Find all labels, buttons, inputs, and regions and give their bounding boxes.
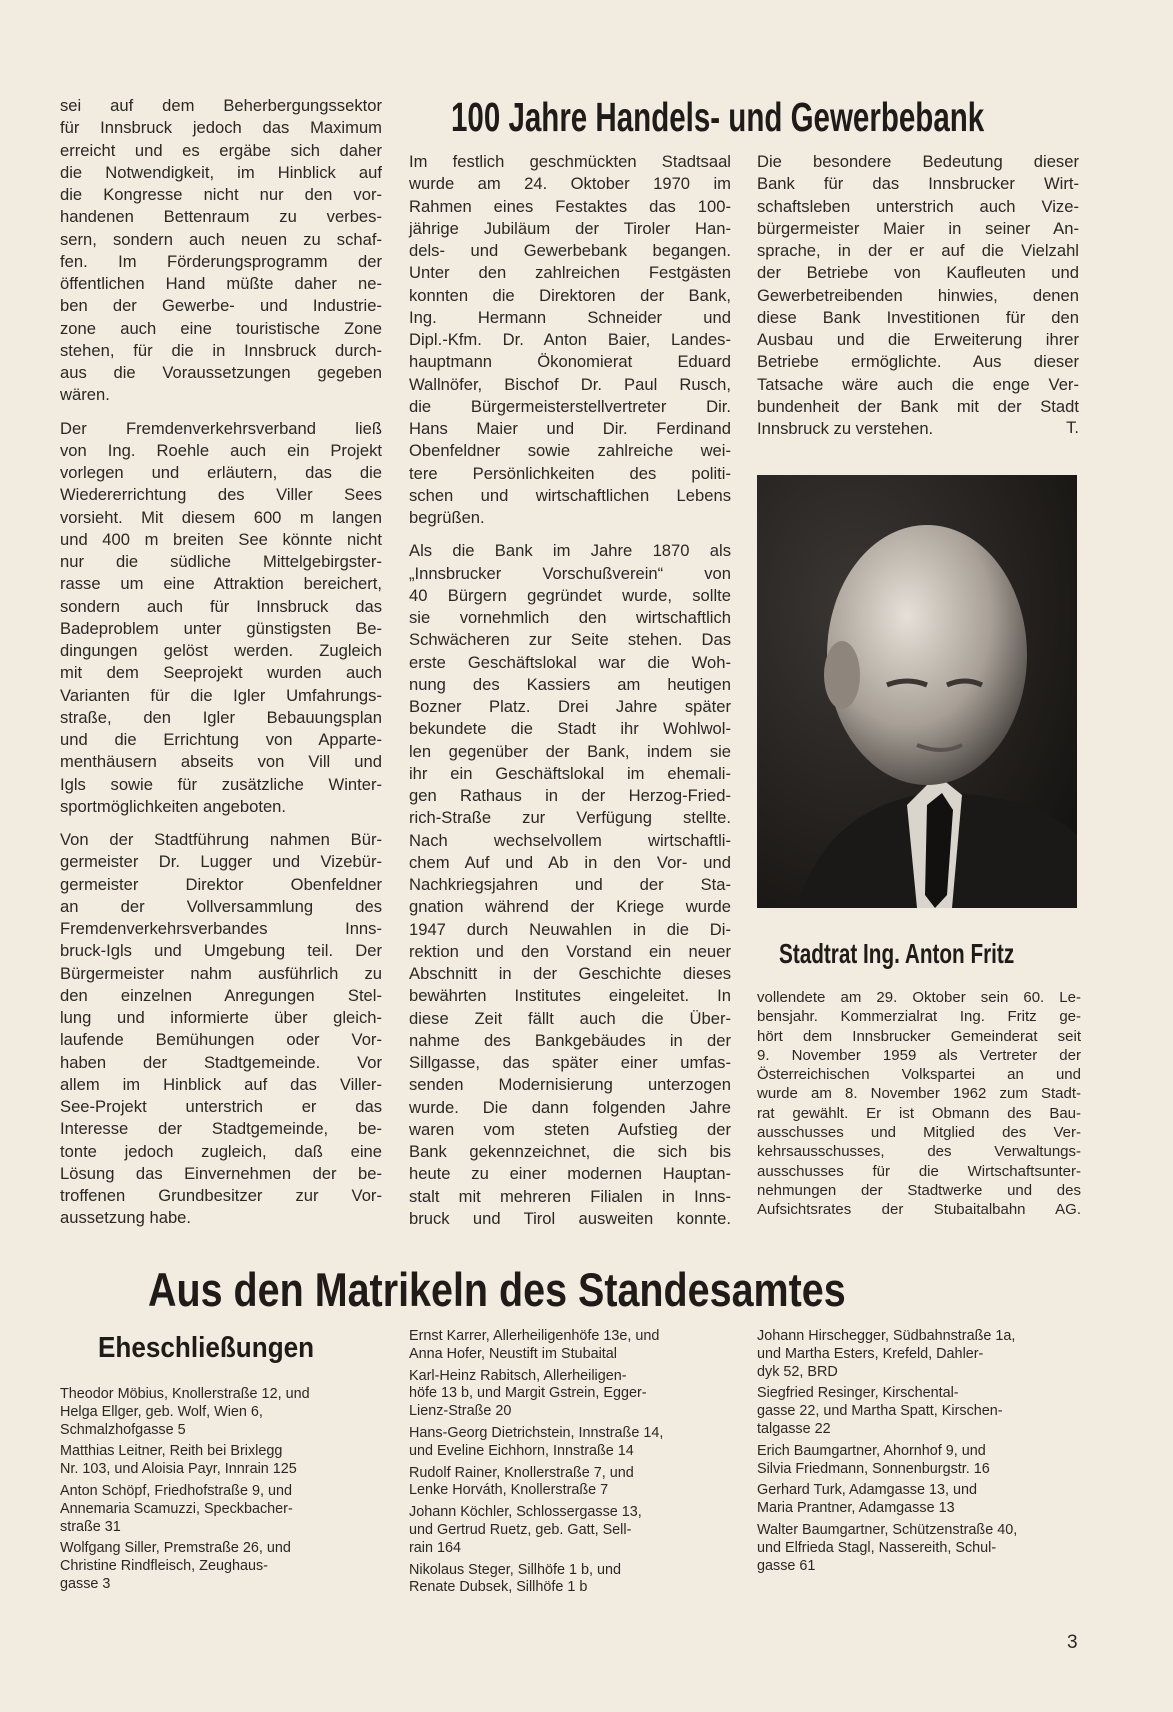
text-line: zone auch eine touristische Zone <box>60 318 382 338</box>
text-line: vollendete am 29. Oktober sein 60. Le- <box>757 989 1081 1006</box>
text-line: wurde am 8. November 1962 zum Stadt- <box>757 1085 1081 1103</box>
text-line: schaftsleben unterstrich auch Vize- <box>757 196 1079 216</box>
text-line: an der Vollversammlung des <box>60 896 382 916</box>
text-line: erreicht und es ergäbe sich daher <box>60 140 382 160</box>
marriage-entry <box>757 1443 1087 1479</box>
text-line: Als die Bank im Jahre 1870 als <box>409 541 731 561</box>
marriage-list-column-3 <box>757 1328 1087 1579</box>
entry-line: Walter Baumgartner, Schützenstraße 40, <box>757 1521 1018 1538</box>
marriage-entry <box>60 1540 390 1593</box>
text-line: öffentlichen Hand müßte daher ne- <box>60 274 382 293</box>
text-line: jährige Jubiläum der Tiroler Han- <box>409 218 731 238</box>
marriage-entry <box>409 1465 739 1501</box>
text-line: Bozner Platz. Drei Jahre später <box>409 697 731 716</box>
text-line: Die besondere Bedeutung dieser <box>757 152 1079 171</box>
entry-line: Anton Schöpf, Friedhofstraße 9, und <box>60 1482 292 1499</box>
text-line: die Kongresse nicht nur den vor- <box>60 185 382 204</box>
text-line: Der Fremdenverkehrsverband ließ <box>60 418 382 438</box>
entry-line: Christine Rindfleisch, Zeughaus- <box>60 1558 268 1575</box>
text-line: Abschnitt in der Geschichte dieses <box>409 964 731 983</box>
entry-line: und Elfrieda Stagl, Nassereith, Schul- <box>757 1539 997 1556</box>
text-line: hört dem Innsbrucker Gemeinderat seit <box>757 1027 1081 1045</box>
entry-line: Rudolf Rainer, Knollerstraße 7, und <box>409 1464 634 1481</box>
text-line: den einzelnen Anregungen Stel- <box>60 985 382 1005</box>
text-line: Österreichischen Volkspartei an und <box>757 1066 1081 1084</box>
text-line: schen und wirtschaftlichen Lebens <box>409 485 731 505</box>
entry-line: gasse 22, und Martha Spatt, Kirschen- <box>757 1403 1003 1420</box>
text-line: wurde. Die dann folgenden Jahre <box>409 1097 731 1117</box>
text-line: rektion und den Vorstand ein neuer <box>409 941 731 961</box>
entry-line: rain 164 <box>409 1539 462 1556</box>
entry-line: Maria Prantner, Adamgasse 13 <box>757 1500 955 1517</box>
text-line: straße, den Igler Bebauungsplan <box>60 707 382 727</box>
text-line: Dipl.-Kfm. Dr. Anton Baier, Landes- <box>409 330 731 349</box>
marriage-entry <box>409 1328 739 1364</box>
text-line: sei auf dem Beherbergungssektor <box>60 96 382 115</box>
entry-line: Helga Ellger, geb. Wolf, Wien 6, <box>60 1403 263 1420</box>
entry-line: Johann Hirschegger, Südbahnstraße 1a, <box>757 1328 1016 1344</box>
text-line: Im festlich geschmückten Stadtsaal <box>409 152 731 171</box>
text-line: Ing. Hermann Schneider und <box>409 307 731 327</box>
matrikel-headline: Aus den Matrikeln des Standesamtes <box>148 1263 846 1316</box>
left-column-article <box>60 95 382 1241</box>
entry-line: Anna Hofer, Neustift im Stubaital <box>409 1345 617 1362</box>
entry-line: Gerhard Turk, Adamgasse 13, und <box>757 1482 977 1499</box>
marriage-entry <box>60 1443 390 1479</box>
entry-line: Lenke Horváth, Knollerstraße 7 <box>409 1482 609 1499</box>
text-line: diese Bank Investitionen für den <box>757 307 1079 327</box>
text-line: Varianten für die Igler Umfahrungs- <box>60 685 382 705</box>
text-line: Bank gekennzeichnet, die sich bis <box>409 1142 731 1161</box>
text-line: bensjahr. Kommerzialrat Ing. Fritz ge- <box>757 1008 1081 1026</box>
text-line: Obenfeldner sowie zahlreiche wei- <box>409 441 731 461</box>
entry-line: und Eveline Eichhorn, Innstraße 14 <box>409 1442 634 1459</box>
text-line: germeister Dr. Lugger und Vizebür- <box>60 852 382 872</box>
text-line: waren vom steten Aufstieg der <box>409 1119 731 1139</box>
text-line: aussetzung habe. <box>60 1208 192 1228</box>
marriage-list-column-2 <box>409 1328 739 1601</box>
text-line: 40 Bürgern gegründet wurde, sollte <box>409 585 731 605</box>
text-line: ihr ein Geschäftslokal im ehemali- <box>409 763 731 783</box>
text-line: rich-Straße zur Verfügung stellte. <box>409 808 731 828</box>
text-line: sprache, in der er auf die Vielzahl <box>757 241 1079 260</box>
text-line: bewährten Institutes eingeleitet. In <box>409 986 731 1006</box>
text-line: Lösung das Einvernehmen der be- <box>60 1163 382 1183</box>
marriage-list-column-1 <box>60 1386 390 1598</box>
text-line: rasse um eine Attraktion bereichert, <box>60 574 382 594</box>
entry-line: Erich Baumgartner, Ahornhof 9, und <box>757 1442 986 1459</box>
text-line: die Bürgermeisterstellvertreter Dir. <box>409 396 731 416</box>
text-line: ausschusses und Mitglied des Ver- <box>757 1124 1081 1142</box>
entry-line: gasse 61 <box>757 1557 816 1574</box>
entry-line: Karl-Heinz Rabitsch, Allerheiligen- <box>409 1367 627 1384</box>
text-line: Wiedererrichtung des Viller Sees <box>60 485 382 505</box>
bank-article-middle-column <box>409 151 731 1241</box>
text-line: Aufsichtsrates der Stubaitalbahn AG. <box>757 1201 1081 1219</box>
text-line: Bank für das Innsbrucker Wirt- <box>757 174 1079 194</box>
text-line: haben der Stadtgemeinde. Vor <box>60 1052 382 1072</box>
text-line: vorlegen und erläutern, das die <box>60 463 382 482</box>
text-line: Fremdenverkehrsverbandes Inns- <box>60 919 382 938</box>
entry-line: dyk 52, BRD <box>757 1363 838 1380</box>
marriage-entry <box>757 1522 1087 1575</box>
text-line: Wallnöfer, Bischof Dr. Paul Rusch, <box>409 374 731 394</box>
text-line: lung und informierte über gleich- <box>60 1008 382 1027</box>
bank-headline: 100 Jahre Handels- und Gewerbebank <box>451 94 985 140</box>
text-line: dingungen gelöst werden. Zugleich <box>60 641 382 660</box>
text-line: nahme des Bankgebäudes in der <box>409 1030 731 1050</box>
text-line: mit dem Seeprojekt wurden auch <box>60 663 382 683</box>
marriage-entry <box>409 1368 739 1421</box>
text-line: fen. Im Förderungsprogramm der <box>60 251 382 271</box>
text-line: menthäusern abseits von Vill und <box>60 752 382 772</box>
text-line: Betriebe ermöglichte. Aus dieser <box>757 352 1079 372</box>
text-line: „Innsbrucker Vorschußverein“ von <box>409 563 731 583</box>
text-line: Von der Stadtführung nahmen Bür- <box>60 830 382 849</box>
entry-line: Schmalzhofgasse 5 <box>60 1421 186 1438</box>
entry-line: Wolfgang Siller, Premstraße 26, und <box>60 1540 291 1557</box>
text-line: Tatsache wäre auch die enge Ver- <box>757 374 1079 394</box>
text-line: handenen Bettenraum zu verbes- <box>60 207 382 227</box>
text-line: Schwächeren zur Seite stehen. Das <box>409 630 731 650</box>
text-line: Bürgermeister nahm ausführlich zu <box>60 963 382 983</box>
text-line: sportmöglichkeiten angeboten. <box>60 796 287 816</box>
text-line: rat gewählt. Er ist Obmann des Bau- <box>757 1104 1081 1122</box>
text-line: ben der Gewerbe- und Industrie- <box>60 296 382 316</box>
marriages-subheadline: Eheschließungen <box>98 1332 315 1364</box>
text-line: nung des Kassiers am heutigen <box>409 674 731 694</box>
text-line: nehmungen der Stadtwerke und des <box>757 1181 1081 1199</box>
text-line: ausschusses für die Wirtschaftsunter- <box>757 1162 1081 1180</box>
text-line: Ausbau und die Erweiterung ihrer <box>757 330 1079 349</box>
text-line: Sillgasse, das später einer umfas- <box>409 1053 731 1072</box>
text-line: 1947 durch Neuwahlen in die Di- <box>409 919 731 939</box>
entry-line: Theodor Möbius, Knollerstraße 12, und <box>60 1386 310 1402</box>
text-line: konnten die Direktoren der Bank, <box>409 285 731 305</box>
text-line: bruck-Igls und Umgebung teil. Der <box>60 941 382 961</box>
text-line: Gewerbetreibenden hinwies, denen <box>757 285 1079 305</box>
text-line: hauptmann Ökonomierat Eduard <box>409 352 731 372</box>
text-line: laufende Bemühungen oder Vor- <box>60 1030 382 1050</box>
text-line: sondern auch für Innsbruck das <box>60 596 382 616</box>
entry-line: Siegfried Resinger, Kirschental- <box>757 1385 959 1402</box>
text-line: dels- und Gewerbebank begangen. <box>409 241 731 260</box>
bank-article-signature: T. <box>1066 418 1079 437</box>
text-line: aus die Voraussetzungen gegeben <box>60 363 382 382</box>
marriage-entry <box>757 1482 1087 1518</box>
entry-line: Silvia Friedmann, Sonnenburgstr. 16 <box>757 1460 990 1477</box>
bank-article-right-column <box>757 151 1079 451</box>
text-line: Hans Maier und Dir. Ferdinand <box>409 419 731 438</box>
text-line: bekundete die Stadt ihr Wohlwol- <box>409 719 731 739</box>
text-line: der Betriebe von Kaufleuten und <box>757 263 1079 283</box>
text-line: stalt mit mehreren Filialen in Inns- <box>409 1186 731 1206</box>
text-line: bruck und Tirol ausweiten konnte. <box>409 1208 731 1228</box>
marriage-entry <box>757 1385 1087 1438</box>
entry-line: Nikolaus Steger, Sillhöfe 1 b, und <box>409 1561 621 1578</box>
entry-line: Renate Dubsek, Sillhöfe 1 b <box>409 1579 588 1596</box>
entry-line: talgasse 22 <box>757 1420 831 1437</box>
entry-line: und Gertrud Ruetz, geb. Gatt, Sell- <box>409 1521 632 1538</box>
text-line: gnation während der Kriege wurde <box>409 897 731 917</box>
text-line: Nach wechselvollem wirtschaftli- <box>409 830 731 850</box>
entry-line: gasse 3 <box>60 1575 111 1592</box>
text-line: bundenheit der Bank mit der Stadt <box>757 396 1079 416</box>
portrait-photo <box>757 475 1077 908</box>
marriage-entry <box>60 1386 390 1439</box>
text-line: und 400 m breiten See könnte nicht <box>60 529 382 549</box>
entry-line: und Martha Esters, Krefeld, Dahler- <box>757 1345 984 1362</box>
text-line: sie vornehmlich den wirtschaftlich <box>409 608 731 627</box>
entry-line: Nr. 103, und Aloisia Payr, Innrain 125 <box>60 1461 297 1478</box>
text-line: Interesse der Stadtgemeinde, be- <box>60 1119 382 1139</box>
text-line: germeister Direktor Obenfeldner <box>60 874 382 894</box>
page-number: 3 <box>1067 1632 1078 1653</box>
text-line: Nachkriegsjahren und der Sta- <box>409 875 731 894</box>
marriage-entry <box>409 1425 739 1461</box>
text-line: tonte jedoch zugleich, daß eine <box>60 1141 382 1161</box>
text-line: heute zu einer modernen Hauptan- <box>409 1164 731 1184</box>
text-line: und die Errichtung von Apparte- <box>60 730 382 749</box>
text-line: für Innsbruck jedoch das Maximum <box>60 118 382 138</box>
text-line: wären. <box>60 385 110 405</box>
text-line: allem im Hinblick auf das Viller- <box>60 1074 382 1094</box>
text-line: nur die südliche Mittelgebirgster- <box>60 552 382 571</box>
paragraph <box>757 151 1079 440</box>
marriage-entry <box>757 1328 1087 1381</box>
text-line: stehen, für die in Innsbruck durch- <box>60 340 382 360</box>
paragraph <box>60 829 382 1230</box>
text-line: len gegenüber der Bank, indem sie <box>409 741 731 761</box>
entry-line: Annemaria Scamuzzi, Speckbacher- <box>60 1500 293 1517</box>
text-line: chem Auf und Ab in den Vor- und <box>409 852 731 872</box>
text-line: troffenen Grundbesitzer zur Vor- <box>60 1186 382 1205</box>
entry-line: straße 31 <box>60 1518 121 1535</box>
paragraph <box>60 95 382 407</box>
text-line: kehrsausschusses, des Verwaltungs- <box>757 1143 1081 1161</box>
text-line: vorsieht. Mit diesem 600 m langen <box>60 507 382 527</box>
entry-line: Matthias Leitner, Reith bei Brixlegg <box>60 1443 283 1460</box>
entry-line: Lienz-Straße 20 <box>409 1403 512 1420</box>
text-line: Igls sowie für zusätzliche Winter- <box>60 774 382 794</box>
portrait-caption: Stadtrat Ing. Anton Fritz <box>779 938 1015 969</box>
text-line: Rahmen eines Festaktes das 100- <box>409 196 731 216</box>
text-line: erste Geschäftslokal war die Woh- <box>409 652 731 672</box>
entry-line: Johann Köchler, Schlossergasse 13, <box>409 1504 642 1521</box>
entry-line: Ernst Karrer, Allerheiligenhöfe 13e, und <box>409 1328 660 1344</box>
entry-line: höfe 13 b, und Margit Gstrein, Egger- <box>409 1385 647 1402</box>
text-line: 9. November 1959 als Vertreter der <box>757 1046 1081 1064</box>
text-line: wurde am 24. Oktober 1970 im <box>409 174 731 194</box>
text-line: die Notwendigkeit, im Hinblick auf <box>60 162 382 182</box>
fritz-article-text <box>757 988 1081 1231</box>
text-line: senden Modernisierung unterzogen <box>409 1075 731 1095</box>
text-line: begrüßen. <box>409 508 485 527</box>
paragraph <box>757 988 1081 1220</box>
marriage-entry <box>409 1504 739 1557</box>
paragraph <box>60 418 382 819</box>
text-line: gen Rathaus in der Herzog-Fried- <box>409 786 731 805</box>
entry-line: Hans-Georg Dietrichstein, Innstraße 14, <box>409 1424 664 1441</box>
text-line: sern, sondern auch neuen zu schaf- <box>60 229 382 249</box>
text-line: Innsbruck zu verstehen. <box>757 419 934 438</box>
marriage-entry <box>409 1562 739 1598</box>
text-line: tere Persönlichkeiten des politi- <box>409 463 731 483</box>
text-line: Unter den zahlreichen Festgästen <box>409 263 731 283</box>
text-line: diese Zeit fällt auch die Über- <box>409 1008 731 1028</box>
marriage-entry <box>60 1483 390 1536</box>
text-line: See-Projekt unterstrich er das <box>60 1097 382 1116</box>
paragraph <box>409 151 731 529</box>
paragraph <box>409 540 731 1230</box>
text-line: Badeproblem unter günstigsten Be- <box>60 618 382 638</box>
text-line: von Ing. Roehle auch ein Projekt <box>60 440 382 460</box>
text-line: bürgermeister Maier in seiner An- <box>757 218 1079 238</box>
